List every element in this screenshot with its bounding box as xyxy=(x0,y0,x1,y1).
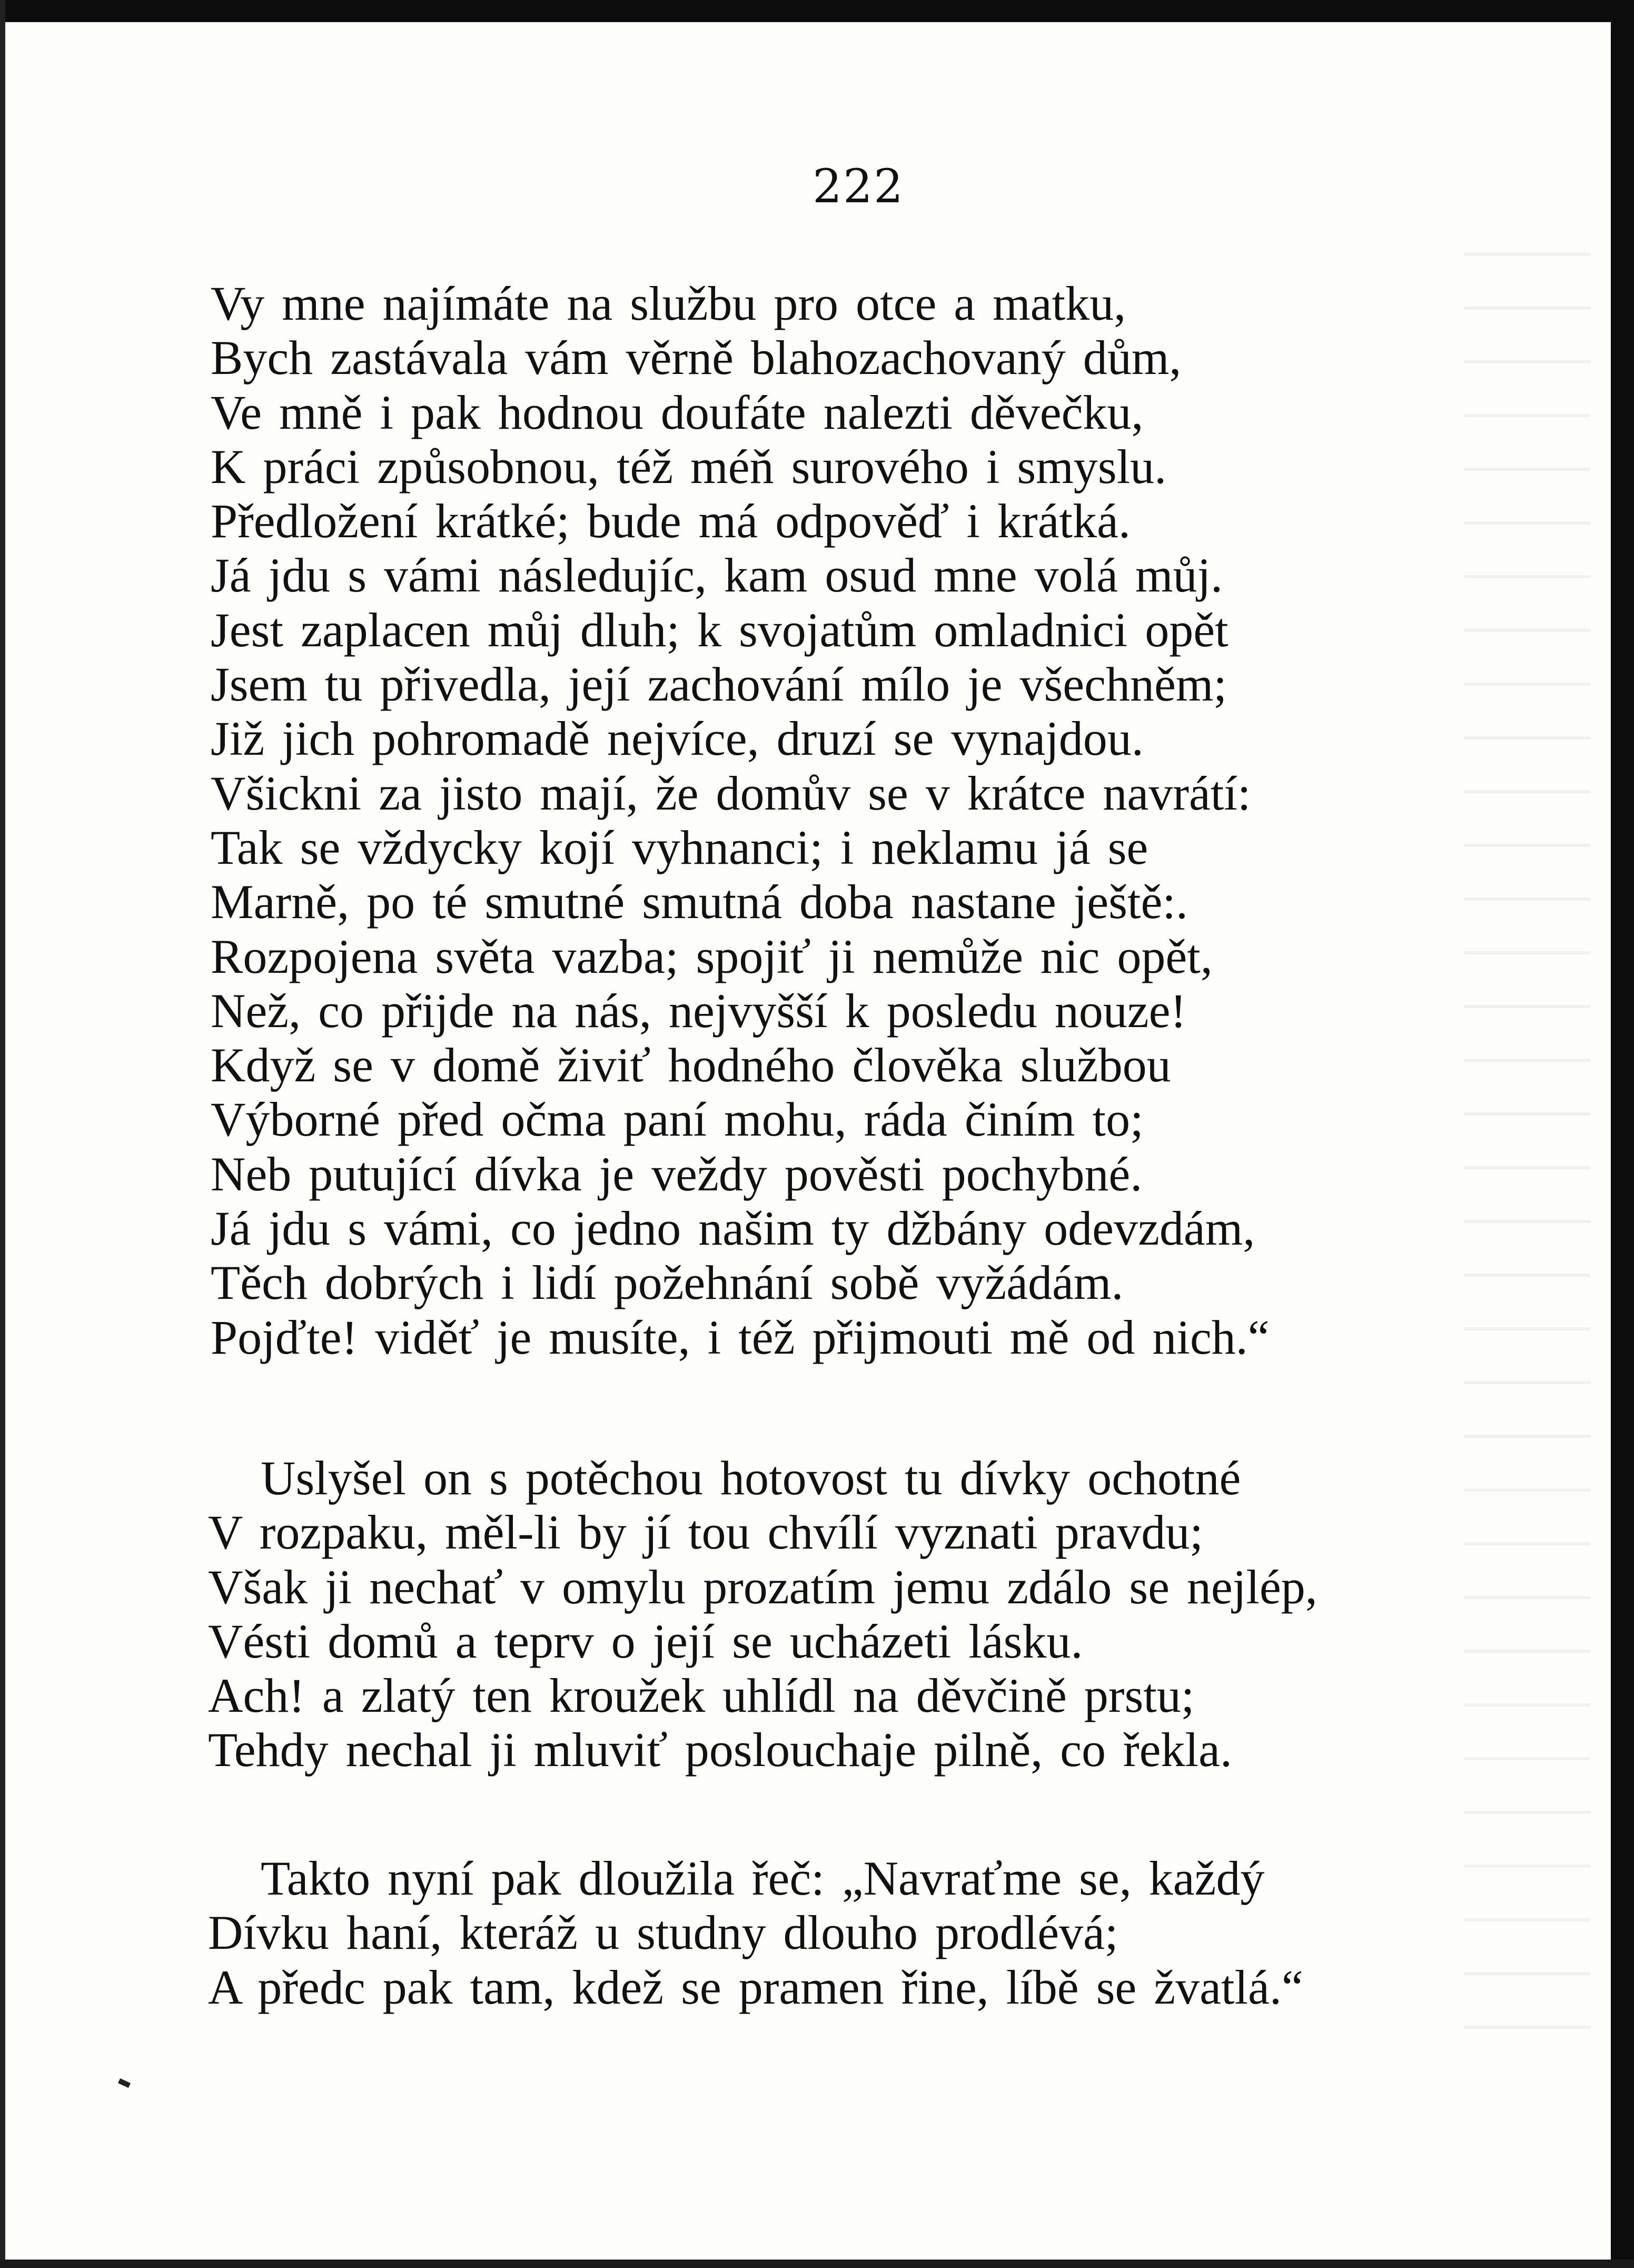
verse-line: Neb putující dívka je veždy pověsti pochybné. xyxy=(211,1147,1143,1201)
page-number: 222 xyxy=(813,159,904,213)
verse-line: V rozpaku, měl-li by jí tou chvílí vyznati pravdu; xyxy=(208,1505,1203,1560)
verse-line: Tak se vždycky kojí vyhnanci; i neklamu já se xyxy=(211,820,1148,874)
verse-line: Uslyšel on s potěchou hotovost tu dívky ochotné xyxy=(261,1451,1241,1505)
verse-line: Předložení krátké; bude má odpověď i krátká. xyxy=(211,494,1131,548)
verse-line: Však ji nechať v omylu prozatím jemu zdálo se nejlép, xyxy=(208,1560,1318,1614)
verse-line: Dívku haní, kteráž u studny dlouho prodlévá; xyxy=(208,1906,1118,1960)
stanza-2 xyxy=(208,1451,1472,1778)
scan-border-right xyxy=(1611,0,1634,2268)
verse-line: Vy mne najímáte na službu pro otce a matku, xyxy=(211,277,1126,330)
verse-line: Tehdy nechal ji mluviť poslouchaje pilně, co řekla. xyxy=(208,1723,1232,1777)
verse-line: Bych zastávala vám věrně blahozachovaný dům, xyxy=(211,331,1182,385)
stanza-3 xyxy=(208,1851,1472,2015)
verse-line: Jsem tu přivedla, její zachování mílo je všechněm; xyxy=(211,657,1227,712)
verse-line: Ve mně i pak hodnou doufáte nalezti děvečku, xyxy=(211,385,1144,439)
verse-line: Již jich pohromadě nejvíce, druzí se vynajdou. xyxy=(211,712,1144,766)
verse-line: K práci způsobnou, též méň surového i smyslu. xyxy=(211,439,1167,494)
scan-border-top xyxy=(0,0,1634,22)
verse-line: Já jdu s vámi, co jedno našim ty džbány odevzdám, xyxy=(211,1201,1255,1256)
verse-line: Rozpojena světa vazba; spojiť ji nemůže nic opět, xyxy=(211,929,1213,983)
verse-line: Než, co přijde na nás, nejvyšší k posledu nouze! xyxy=(211,983,1187,1038)
scan-border-bottom xyxy=(0,2260,1634,2268)
stanza-1 xyxy=(211,277,1422,1365)
verse-line: Těch dobrých i lidí požehnání sobě vyžádám. xyxy=(211,1256,1124,1310)
verse-line: Jest zaplacen můj dluh; k svojatům omladnici opět xyxy=(211,603,1229,657)
verse-line: Výborné před očma paní mohu, ráda činím to; xyxy=(211,1092,1144,1147)
verse-line: Všickni za jisto mají, že domův se v krátce navrátí: xyxy=(211,766,1251,820)
bleed-through-shadow xyxy=(1464,253,1590,2044)
verse-line: Já jdu s vámi následujíc, kam osud mne volá můj. xyxy=(211,548,1223,603)
verse-line: Vésti domů a teprv o její se ucházeti lásku. xyxy=(208,1614,1083,1668)
verse-line: Marně, po té smutné smutná doba nastane ještě:. xyxy=(211,875,1188,929)
scan-border-left xyxy=(0,0,5,2268)
verse-line: Ach! a zlatý ten kroužek uhlídl na děvčině prstu; xyxy=(208,1669,1195,1723)
verse-line: Když se v domě živiť hodného člověka službou xyxy=(211,1038,1171,1092)
verse-line: Pojďte! viděť je musíte, i též přijmouti mě od nich.“ xyxy=(211,1310,1270,1364)
verse-line: A předc pak tam, kdež se pramen řine, líbě se žvatlá.“ xyxy=(208,1960,1303,2014)
verse-line: Takto nyní pak dloužila řeč: „Navraťme se, každý xyxy=(261,1851,1265,1905)
